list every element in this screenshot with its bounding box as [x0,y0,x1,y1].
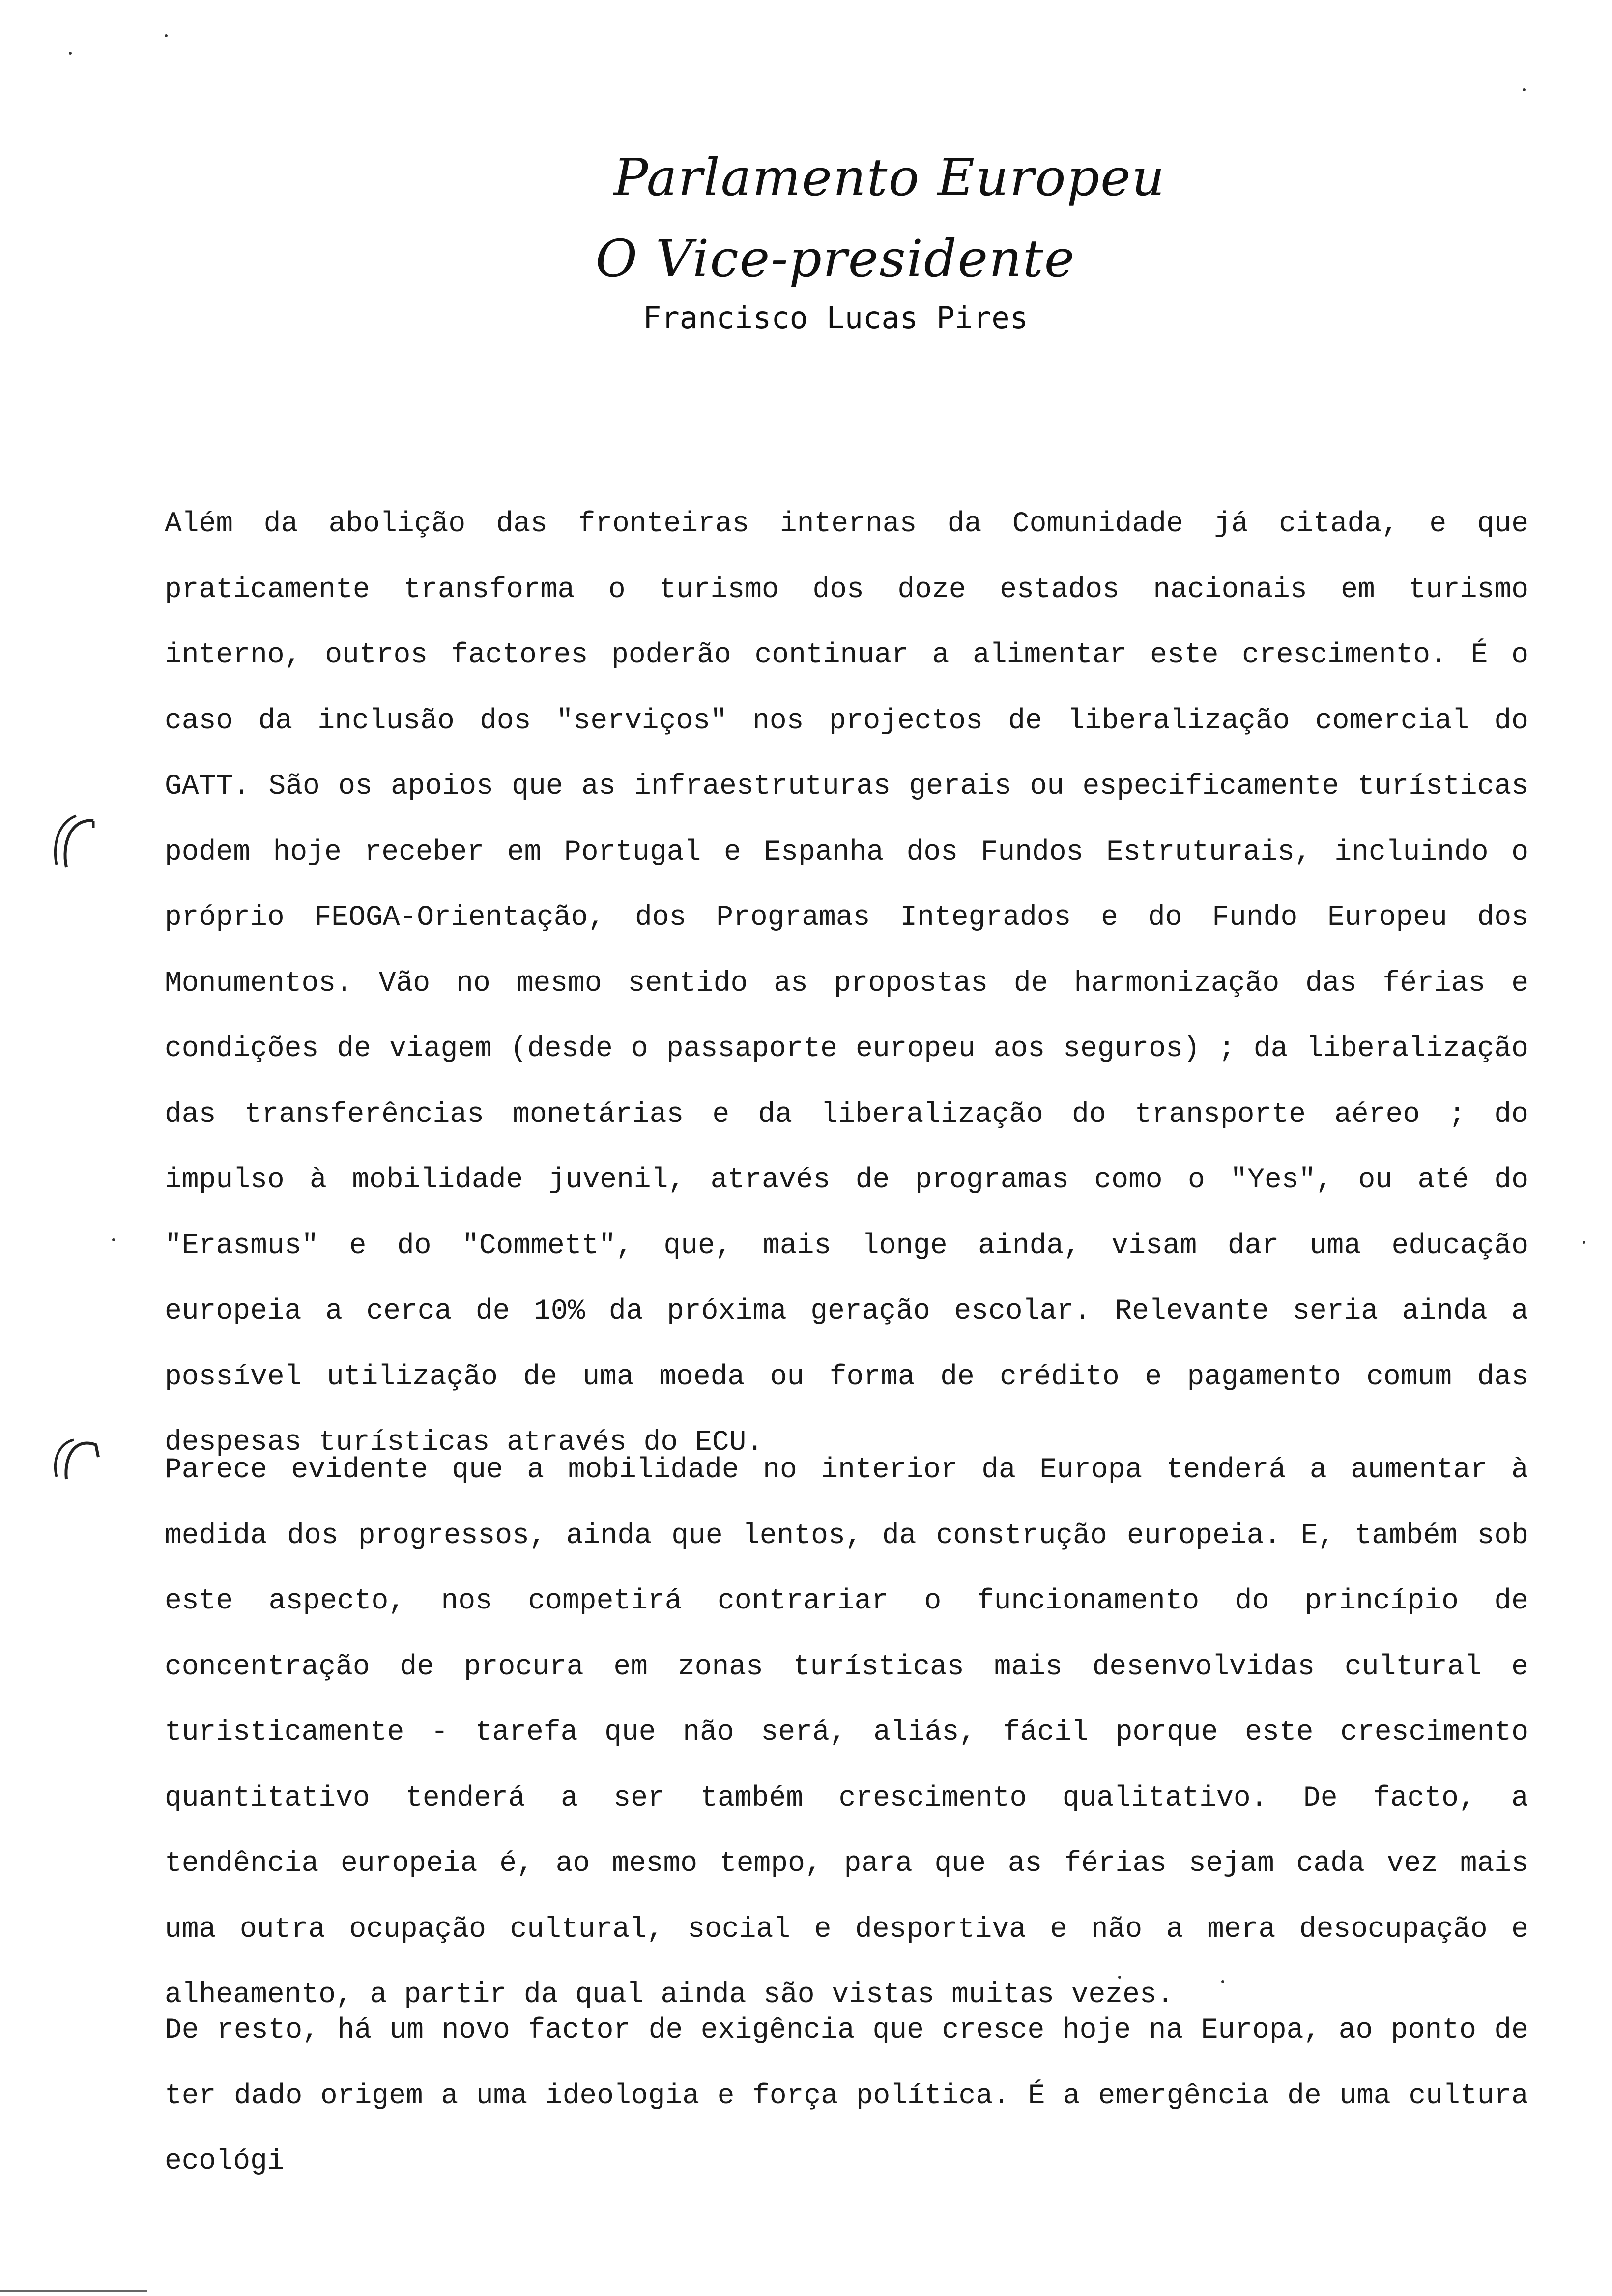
paragraph-2: Parece evidente que a mobilidade no interior da Europa tenderá a aumentar à medida dos progressos, ainda que lentos, da construção europeia. E, também sob este aspecto, nos competirá contrariar o funcionamento do princípio de concentração de procura em zonas turísticas mais desenvolvidas cultural e turisticamente - tarefa que não será, aliás, fácil porque este crescimento quantitativo tenderá a ser também crescimento qualitativo. De facto, a tendência europeia é, ao mesmo tempo, para que as férias sejam cada vez mais uma outra ocupação cultural, social e desportiva e não a mera desocupação e alheamento, a partir da qual ainda são vistas muitas vezes. [165,1454,1528,2011]
letterhead-name: Francisco Lucas Pires [643,300,1028,336]
letterhead-institution: Parlamento Europeu [613,147,1166,207]
scan-speck [1118,1976,1121,1979]
scan-speck [165,34,168,37]
punch-mark-lower [47,1430,106,1489]
paragraph-1: Além da abolição das fronteiras internas da Comunidade já citada, e que praticamente transforma o turismo dos doze estados nacionais em turismo interno, outros factores poderão continuar a alimentar este crescimento. É o caso da inclusão dos "serviços" nos projectos de liberalização comercial do GATT. São os apoios que as infraestruturas gerais ou especificamente turísticas podem hoje receber em Portugal e Espanha dos Fundos Estruturais, incluindo o próprio FEOGA-Orientação, dos Programas Integrados e do Fundo Europeu dos Monumentos. Vão no mesmo sentido as propostas de harmonização das férias e condições de viagem (desde o passaporte europeu aos seguros) ; da liberalização das transferências monetárias e da liberalização do transporte aéreo ; do impulso à mobilidade juvenil, através de programas como o "Yes", ou até do "Erasmus" e do "Commett", que, mais longe ainda, visam dar uma educação europeia a cerca de 10% da próxima geração escolar. Relevante seria ainda a possível utilização de uma moeda ou forma de crédito e pagamento comum das despesas turísticas através do ECU. [165,508,1528,1459]
scan-speck [112,1238,115,1241]
letterhead-title: O Vice-presidente [595,229,1076,288]
scan-speck [1221,1980,1224,1983]
scan-speck [69,52,72,55]
punch-mark-upper [47,806,101,880]
scan-speck [1583,1241,1585,1244]
scan-edge-line [0,2290,147,2292]
scan-speck [1523,88,1526,91]
paragraph-3: De resto, há um novo factor de exigência que cresce hoje na Europa, ao ponto de ter dado origem a uma ideologia e força política. É a emergência de uma cultura ecológi [165,2014,1528,2178]
